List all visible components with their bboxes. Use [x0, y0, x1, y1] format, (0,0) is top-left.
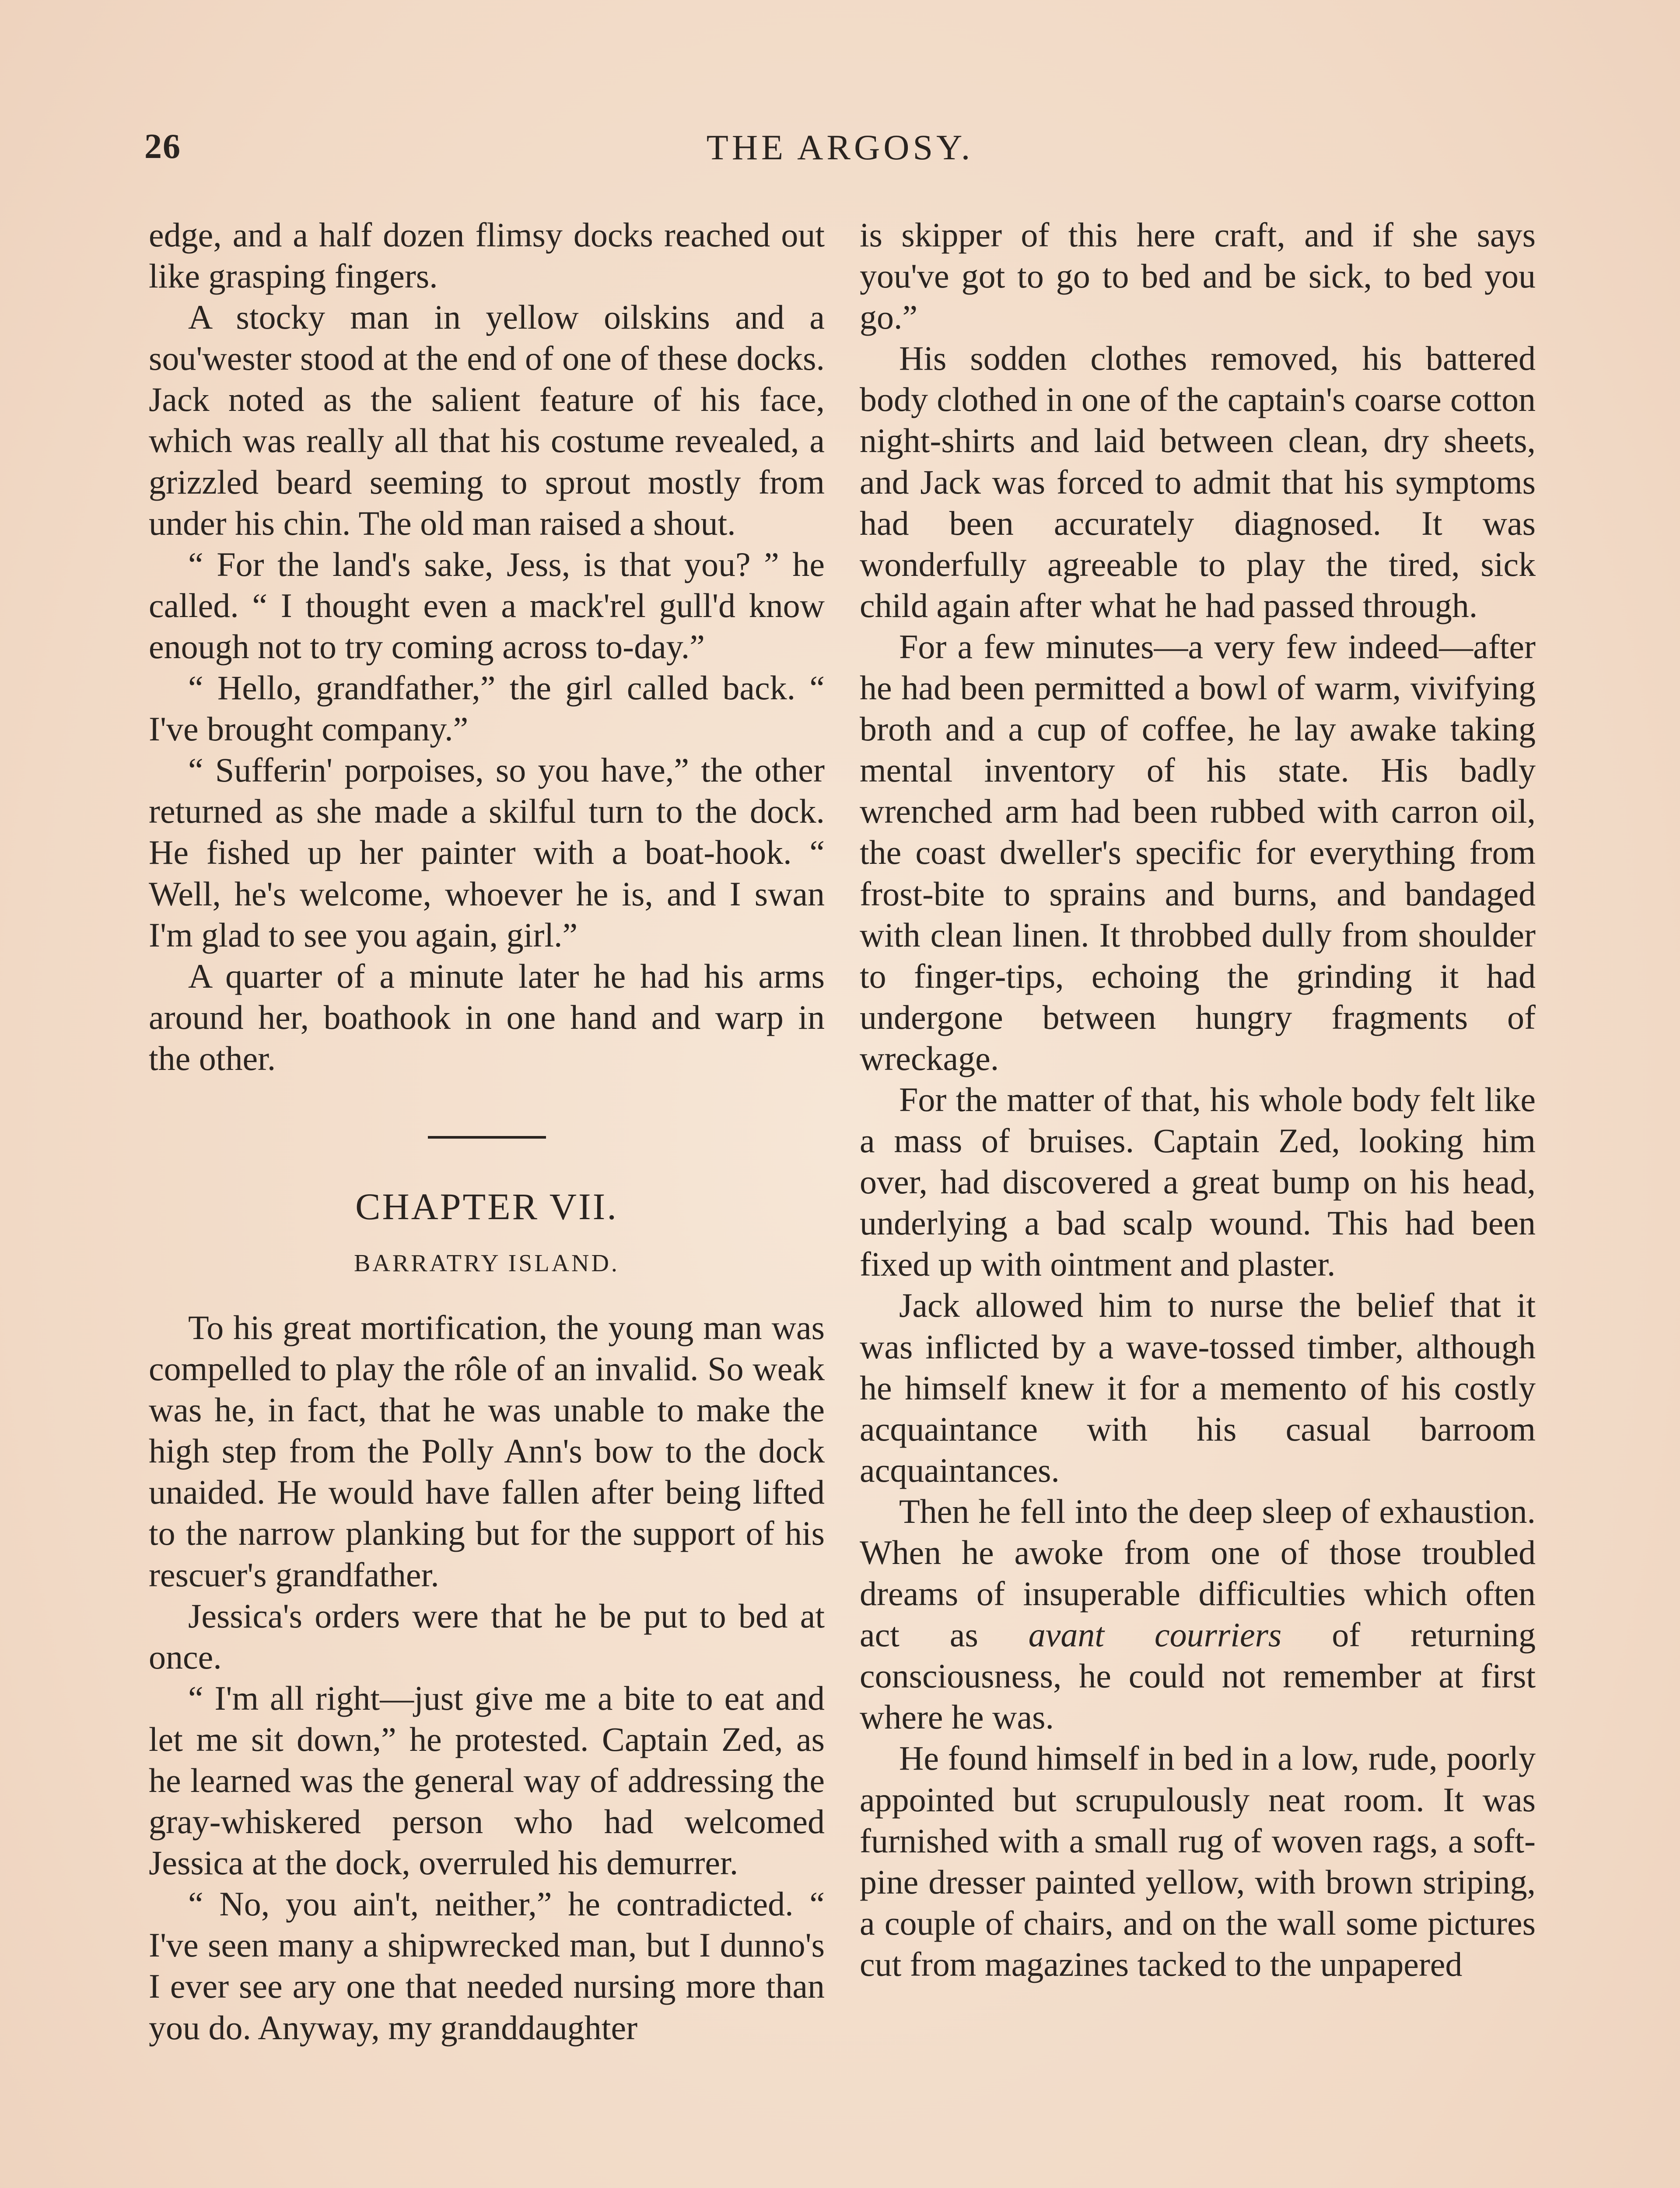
paragraph: A quarter of a minute later he had his arms around her, boathook in one hand and warp in the other.	[149, 957, 825, 1077]
italic-phrase: avant courriers	[1028, 1616, 1282, 1654]
page-header	[144, 127, 1536, 184]
right-column	[860, 214, 1536, 1985]
page-number: 26	[144, 127, 181, 166]
paragraph: To his great mortification, the young man was compelled to play the rôle of an invalid. So weak was he, in fact, that he was unable to make the high step from the Polly Ann's bow to the dock unaided. He would have fallen after being lifted to the narrow planking but for the support of his rescuer's grandfather.	[149, 1308, 825, 1594]
chapter-subtitle: BARRATRY ISLAND.	[354, 1249, 620, 1277]
left-column	[149, 214, 825, 2048]
chapter-heading: CHAPTER VII.	[355, 1185, 618, 1227]
paragraph: “ I'm all right—just give me a bite to eat and let me sit down,” he protested. Captain Zed, as he learned was the general way of addressing the gray-whiskered person who had welcomed Jessica at the dock, overruled his demurrer.	[149, 1679, 825, 1882]
chapter-body	[149, 1307, 825, 2048]
paragraph: Jessica's orders were that he be put to bed at once.	[149, 1596, 825, 1676]
paragraph: “ Hello, grandfather,” the girl called back. “ I've brought company.”	[149, 669, 825, 748]
paragraph: Jack allowed him to nurse the belief that it was inflicted by a wave-tossed timber, although he himself knew it for a memento of his costly acquaintance with his casual barroom acquaintances.	[860, 1286, 1536, 1489]
paragraph: A stocky man in yellow oilskins and a sou'wester stood at the end of one of these docks. Jack noted as the salient feature of his face, which was really all that his costume revealed, a grizzled beard seeming to sprout mostly from under his chin. The old man raised a shout.	[149, 298, 825, 542]
paragraph: edge, and a half dozen flimsy docks reached out like grasping fingers.	[149, 216, 825, 295]
section-divider	[428, 1136, 546, 1139]
paragraph: For the matter of that, his whole body felt like a mass of bruises. Captain Zed, looking him over, had discovered a great bump on his head, underlying a bad scalp wound. This had been fixed up with ointment and plaster.	[860, 1080, 1536, 1283]
text-run: of returning consciousness, he could not remember at first where he was.	[860, 1616, 1536, 1736]
running-title: THE ARGOSY.	[706, 127, 974, 167]
paragraph: “ For the land's sake, Jess, is that you? ” he called. “ I thought even a mack'rel gull'd know enough not to try coming across to-day.”	[149, 545, 825, 666]
text-run: Then he fell into the deep sleep of exhaustion. When he awoke from one of those troubled dreams of insuperable difficulties which often act as	[860, 1492, 1536, 1654]
paragraph: “ No, you ain't, neither,” he contradicted. “ I've seen many a shipwrecked man, but I dunno's I ever see ary one that needed nursing more than you do. Anyway, my granddaughter	[149, 1885, 825, 2047]
paragraph: is skipper of this here craft, and if she says you've got to go to bed and be sick, to bed you go.”	[860, 216, 1536, 337]
paragraph	[860, 1491, 1536, 1738]
paragraph: He found himself in bed in a low, rude, poorly appointed but scrupulously neat room. It was furnished with a small rug of woven rags, a soft-pine dresser painted yellow, with brown striping, a couple of chairs, and on the wall some pictures cut from magazines tacked to the unpapered	[860, 1739, 1536, 1983]
paragraph: His sodden clothes removed, his battered body clothed in one of the captain's coarse cotton night-shirts and laid between clean, dry sheets, and Jack was forced to admit that his symptoms had been accurately diagnosed. It was wonderfully agreeable to play the tired, sick child again after what he had passed through.	[860, 339, 1536, 624]
paragraph: “ Sufferin' porpoises, so you have,” the other returned as she made a skilful turn to the dock. He fished up her painter with a boat-hook. “ Well, he's welcome, whoever he is, and I swan I'm glad to see you again, girl.”	[149, 751, 825, 954]
paragraph: For a few minutes—a very few indeed—after he had been permitted a bowl of warm, vivifying broth and a cup of coffee, he lay awake taking mental inventory of his state. His badly wrenched arm had been rubbed with carron oil, the coast dweller's specific for everything from frost-bite to sprains and burns, and bandaged with clean linen. It throbbed dully from shoulder to finger-tips, echoing the grinding it had undergone between hungry fragments of wreckage.	[860, 627, 1536, 1077]
